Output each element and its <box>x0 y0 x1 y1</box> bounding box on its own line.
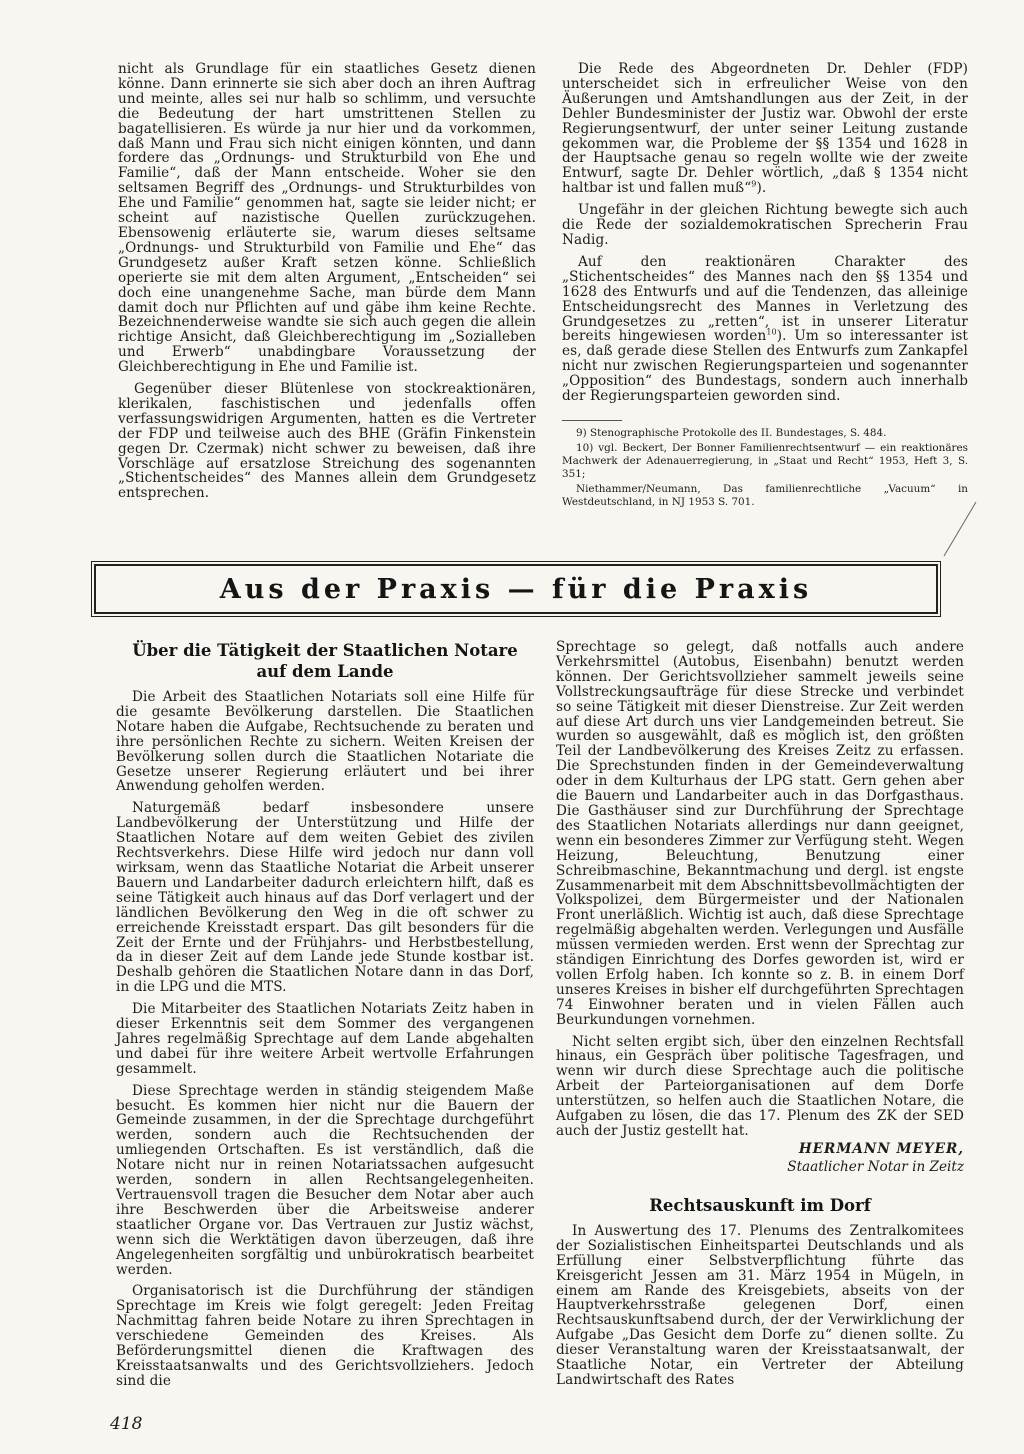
section-title: Aus der Praxis — für die Praxis <box>219 573 813 605</box>
footnote-divider <box>562 420 622 421</box>
article1-right-column <box>556 640 964 1388</box>
top-left-column <box>118 62 536 501</box>
footnote: 9) Stenographische Protokolle des II. Bundestages, S. 484. <box>576 426 887 439</box>
paragraph: Die Mitarbeiter des Staatlichen Notariats Zeitz haben in dieser Erkenntnis seit dem Sommer des vergangenen Jahres regelmäßig Sprechtage auf dem Lande abgehalten und dabei für ihre weitere Arbeit wertvolle Erfahrungen gesammelt. <box>116 1001 534 1077</box>
article-title-line: auf dem Lande <box>256 662 394 681</box>
paragraph: Naturgemäß bedarf insbesondere unsere Landbevölkerung der Unterstützung und Hilfe der Staatlichen Notare auf dem weiten Gebiet des zivilen Rechtsverkehrs. Diese Hilfe wird jedoch nur dann voll wirksam, wenn das Staatliche Notariat die Arbeit unserer Bauern und Landarbeiter dadurch erleichtern hilft, daß es seine Tätigkeit auch hinaus auf das Dorf verlagert und der ländlichen Bevölkerung den Weg in die oft schwer zu erreichende Kreisstadt erspart. Das gilt besonders für die Zeit der Ernte und der Frühjahrs- und Herbstbestellung, da in dieser Zeit auf dem Lande jede Stunde kostbar ist. Deshalb gehören die Staatlichen Notare dann in das Dorf, in die LPG und die MTS. <box>116 800 534 996</box>
footnote: Niethammer/Neumann, Das familienrechtliche „Vacuum“ in Westdeutschland, in NJ 1953 S. 701. <box>562 482 968 508</box>
article1-left-column <box>116 640 534 1389</box>
article-title <box>116 640 534 682</box>
top-right-column <box>562 62 968 511</box>
paragraph-text: Auf den reaktionären Charakter des „Stichentscheides“ des Mannes nach den §§ 1354 und 1628 des Entwurfs und auf die Tendenzen, das alleinige Entscheidungsrecht des Mannes in Verletzung des Grundgesetzes zu „retten“, ist in unserer Literatur bereits hingewiesen worden <box>562 253 968 345</box>
paragraph: Gegenüber dieser Blütenlese von stockreaktionären, klerikalen, faschistischen und jedenfalls offen verfassungswidrigen Argumenten, hatten es die Vertreter der FDP und teilweise auch des BHE (Gräfin Finkenstein gegen Dr. Czermak) nicht schwer zu beweisen, daß ihre Vorschläge auf ersatzlose Streichung des sogenannten „Stichentscheides“ des Mannes allein dem Grundgesetz entsprechen. <box>118 381 536 502</box>
paragraph: Die Arbeit des Staatlichen Notariats soll eine Hilfe für die gesamte Bevölkerung darstellen. Die Staatlichen Notare haben die Aufgabe, Rechtsuchende zu beraten und ihre persönlichen Rechte zu sichern. Weiten Kreisen der Bevölkerung sollen durch die Staatlichen Notariate die Gesetze unserer Regierung erläutert und bei ihrer Anwendung geholfen werden. <box>116 689 534 795</box>
paragraph <box>562 255 968 404</box>
paragraph: Organisatorisch ist die Durchführung der ständigen Sprechtage im Kreis wie folgt geregelt: Jeden Freitag Nachmittag fahren beide Notare zu ihren Sprechtagen in verschiedene Gemeinden des Kreises. Als Beförderungsmittel dienen die Kraftwagen des Kreisstaatsanwalts und des Gerichtsvollziehers. Jedoch sind die <box>116 1283 534 1389</box>
author-name: HERMANN MEYER, <box>798 1140 964 1157</box>
paragraph: Sprechtage so gelegt, daß notfalls auch andere Verkehrsmittel (Autobus, Eisenbahn) benutzt werden können. Der Gerichtsvollzieher sammelt jeweils seine Vollstreckungsaufträge für diese Strecke und verbindet so seine Tätigkeit mit dieser Dienstreise. Zur Zeit werden auf diese Art durch uns vier Landgemeinden betreut. Sie wurden so ausgewählt, daß es möglich ist, den größten Teil der Landbevölkerung des Kreises Zeitz zu erfassen. Die Sprechstunden finden in der Gemeindeverwaltung oder in dem Kulturhaus der LPG statt. Gern gehen aber die Bauern und Landarbeiter auch in das Dorfgasthaus. Die Gasthäuser sind zur Durchführung der Sprechtage des Staatlichen Notariats allerdings nur dann geeignet, wenn ein besonderes Zimmer zur Verfügung steht. Wegen Heizung, Beleuchtung, Benutzung einer Schreibmaschine, Bekanntmachung und dergl. ist engste Zusammenarbeit mit dem Abschnittsbevollmächtigten der Volkspolizei, dem Bürgermeister und der Nationalen Front unerläßlich. Wichtig ist auch, daß diese Sprechtage regelmäßig abgehalten werden. Verlegungen und Ausfälle müssen vermieden werden. Erst wenn der Sprechtag zur ständigen Einrichtung des Dorfes geworden ist, wird er vollen Erfolg haben. Ich konnte so z. B. in einem Dorf unseres Kreises in bisher elf durchgeführten Sprechtagen 74 Einwohner beraten und in vielen Fällen auch Beurkundungen vornehmen. <box>556 639 964 1028</box>
paragraph-text: ). <box>756 180 767 197</box>
paragraph: nicht als Grundlage für ein staatliches Gesetz dienen könne. Dann erinnerte sie sich aber doch an ihren Auftrag und meinte, alles sei nur halb so schlimm, und versuchte die Bedeutung der hart umstrittenen Stellen zu bagatellisieren. Es würde ja nur hier und da vorkommen, daß Mann und Frau sich nicht einigen könnten, und dann fordere das „Ordnungs- und Strukturbild von Ehe und Familie“, daß der Mann entscheide. Woher sie den seltsamen Begriff des „Ordnungs- und Strukturbildes von Ehe und Familie“ genommen hat, sagte sie leider nicht; er scheint auf nazistische Quellen zurückzugehen. Ebensowenig erläuterte sie, warum dieses seltsame „Ordnungs- und Strukturbild von Familie und Ehe“ das Grundgesetz außer Kraft setzen könne. Schließlich operierte sie mit dem alten Argument, „Entscheiden“ sei doch eine unangenehme Sache, man bürde dem Mann damit doch nur Pflichten auf und gäbe ihm keine Rechte. Bezeichnenderweise wandte sie sich auch gegen die allein richtige Ansicht, daß Gleichberechtigung im „Sozialleben und Erwerb“ unabdingbare Voraussetzung der Gleichberechtigung in Ehe und Familie ist. <box>118 61 536 376</box>
author-role: Staatlicher Notar in Zeitz <box>787 1158 964 1175</box>
article-title: Rechtsauskunft im Dorf <box>649 1195 871 1215</box>
paragraph: Ungefähr in der gleichen Richtung bewegte sich auch die Rede der sozialdemokratischen Sprecherin Frau Nadig. <box>562 202 968 248</box>
paragraph <box>562 62 968 196</box>
footnote-ref[interactable]: 9 <box>751 179 757 189</box>
footnote-ref[interactable]: 10 <box>766 327 777 337</box>
article-title-line: Über die Tätigkeit der Staatlichen Notare <box>132 641 518 660</box>
section-banner <box>94 564 938 614</box>
paragraph: Diese Sprechtage werden in ständig steigendem Maße besucht. Es kommen hier nicht nur die Bauern der Gemeinde zusammen, in der die Sprechtage durchgeführt werden, sondern auch die Rechtsuchenden der umliegenden Ortschaften. Es ist verständlich, daß die Notare nicht nur in reinen Notariatssachen aufgesucht werden, sondern in allen Rechtsangelegenheiten. Vertrauensvoll tragen die Besucher dem Notar aber auch ihre Beschwerden über die Arbeitsweise anderer staatlicher Organe vor. Das Vertrauen zur Justiz wächst, wenn sich die Werktätigen davon überzeugen, daß ihre Angelegenheiten sorgfältig und unbürokratisch bearbeitet werden. <box>116 1082 534 1278</box>
paragraph: In Auswertung des 17. Plenums des Zentralkomitees der Sozialistischen Einheitspartei Deutschlands und als Erfüllung einer Selbstverpflichtung führte das Kreisgericht Jessen am 31. März 1954 in Mügeln, in einem am Rande des Kreisgebiets, abseits von der Hauptverkehrsstraße gelegenen Dorf, einen Rechtsauskunftsabend durch, der der Verwirklichung der Aufgabe „Das Gesicht dem Dorfe zu“ dienen sollte. Zu dieser Veranstaltung waren der Kreisstaatsanwalt, der Staatliche Notar, ein Vertreter der Abteilung Landwirtschaft des Rates <box>556 1222 964 1388</box>
paragraph-text: Die Rede des Abgeordneten Dr. Dehler (FDP) unterscheidet sich in erfreulicher Weise von den Äußerungen und Amtshandlungen aus der Zeit, in der Dehler Bundesminister der Justiz war. Obwohl der erste Regierungsentwurf, der unter seiner Leitung zustande gekommen war, die Probleme der §§ 1354 und 1628 in der Hauptsache genau so regeln wollte wie der zweite Entwurf, sagte Dr. Dehler wörtlich, „daß § 1354 nicht haltbar ist und fallen muß“ <box>562 61 968 197</box>
pen-stroke-mark <box>940 500 980 560</box>
paragraph: Nicht selten ergibt sich, über den einzelnen Rechtsfall hinaus, ein Gespräch über politische Tagesfragen, und wenn wir durch diese Sprechtage auch die politische Arbeit der Parteiorganisationen auf dem Dorfe unterstützen, so helfen auch die Staatlichen Notare, die Aufgaben zu lösen, die das 17. Plenum des ZK der SED auch der Justiz gestellt hat. <box>556 1033 964 1139</box>
paragraph-text: ). Um so interessanter ist es, daß gerade diese Stellen des Entwurfs zum Zankapfel nicht nur zwischen Regierungsparteien und sogenannter „Opposition“ des Bundestags, sondern auch innerhalb der Regierungsparteien geworden sind. <box>562 328 968 405</box>
author-signature <box>556 1141 964 1157</box>
page-number: 418 <box>110 1414 143 1434</box>
footnote: 10) vgl. Beckert, Der Bonner Familienrechtsentwurf — ein reaktionäres Machwerk der Adenauerregierung, in „Staat und Recht“ 1953, Heft 3, S. 351; <box>562 441 968 480</box>
